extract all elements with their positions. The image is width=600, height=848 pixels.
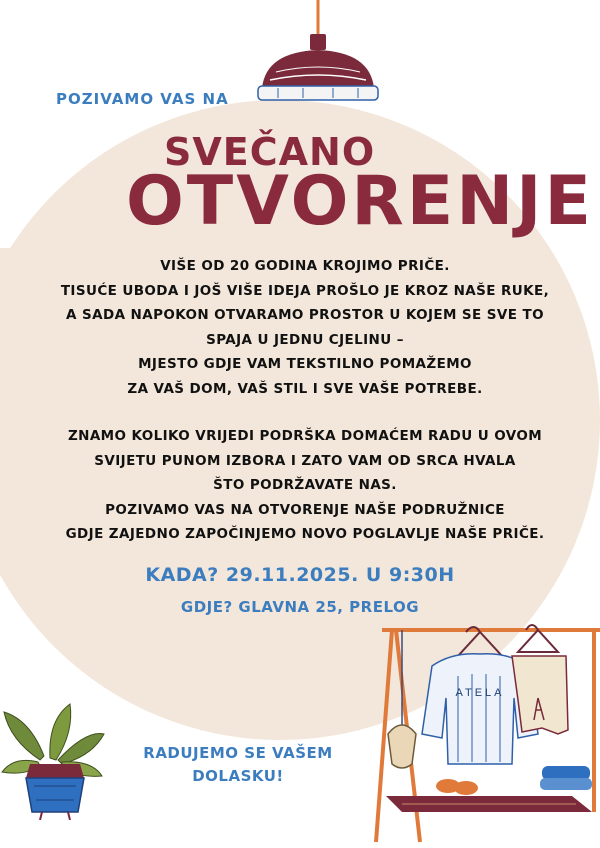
title-line-2: OTVORENJE bbox=[126, 162, 594, 241]
paragraph-line: MJESTO GDJE VAM TEKSTILNO POMAŽEMO bbox=[138, 356, 472, 372]
intro-text: POZIVAMO VAS NA bbox=[56, 90, 229, 108]
paragraph-1 bbox=[40, 254, 570, 401]
paragraph-line: A SADA NAPOKON OTVARAMO PROSTOR U KOJEM SE SVE TO bbox=[66, 307, 544, 323]
paragraph-line: TISUĆE UBODA I JOŠ VIŠE IDEJA PROŠLO JE KROZ NAŠE RUKE, bbox=[60, 282, 550, 299]
paragraph-line: GDJE ZAJEDNO ZAPOČINJEMO NOVO POGLAVLJE NAŠE PRIČE. bbox=[65, 526, 545, 542]
paragraph-line: POZIVAMO VAS NA OTVORENJE NAŠE PODRUŽNICE bbox=[105, 501, 505, 518]
paragraph-line: ZNAMO KOLIKO VRIJEDI PODRŠKA DOMAĆEM RADU U OVOM bbox=[67, 428, 543, 444]
sweater-logo: ATELA bbox=[455, 687, 505, 699]
paragraph-line: ŠTO PODRŽAVATE NAS. bbox=[213, 477, 397, 493]
closing-text bbox=[138, 742, 338, 788]
potted-plant-icon bbox=[0, 700, 110, 820]
event-location: GDJE? GLAVNA 25, PRELOG bbox=[180, 598, 420, 616]
paragraph-2 bbox=[40, 424, 570, 547]
paragraph-line: SPAJA U JEDNU CJELINU – bbox=[206, 331, 404, 348]
clothing-rack-icon bbox=[362, 616, 600, 848]
closing-line-1: RADUJEMO SE VAŠEM bbox=[143, 744, 333, 762]
pendant-lamp-icon bbox=[248, 0, 388, 120]
paragraph-line: SVIJETU PUNOM IZBORA I ZATO VAM OD SRCA HVALA bbox=[94, 452, 516, 469]
title-line-1: SVEČANO bbox=[164, 130, 376, 174]
event-date-time: KADA? 29.11.2025. U 9:30H bbox=[145, 564, 455, 586]
closing-line-2: DOLASKU! bbox=[192, 767, 284, 785]
paragraph-line: VIŠE OD 20 GODINA KROJIMO PRIČE. bbox=[160, 258, 450, 274]
paragraph-line: ZA VAŠ DOM, VAŠ STIL I SVE VAŠE POTREBE. bbox=[127, 380, 483, 397]
